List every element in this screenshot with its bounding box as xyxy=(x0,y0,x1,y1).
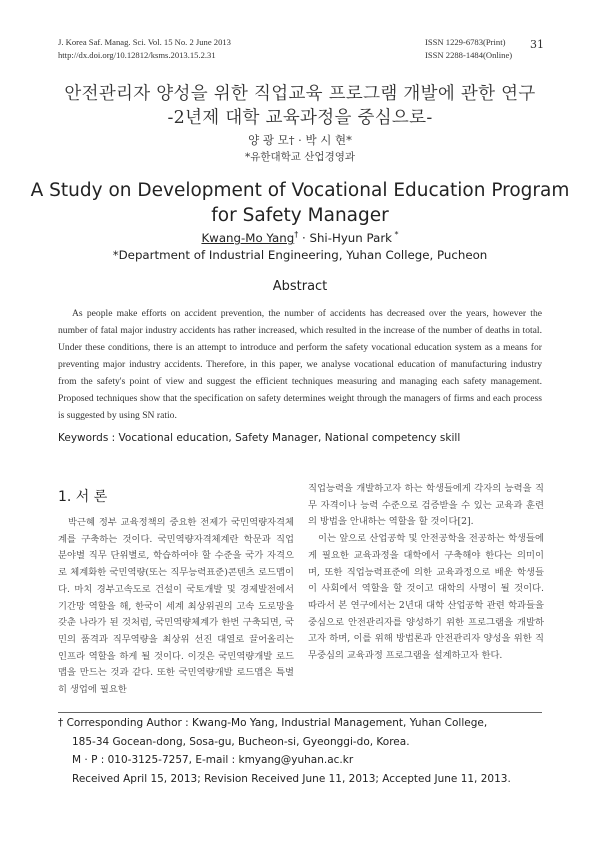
footnote-received-dates: Received April 15, 2013; Revision Received June 11, 2013; Accepted June 11, 2013. xyxy=(72,772,511,785)
section-title-introduction: 1. 서 론 xyxy=(58,489,108,505)
intro-paragraph-continued: 직업능력을 개발하고자 하는 학생들에게 각자의 능력을 직무 자격이나 능력 수준으로 검증받을 수 있는 교육과 훈련의 방법을 안내하는 역할을 할 것이다[2]. xyxy=(308,483,544,528)
journal-citation: J. Korea Saf. Manag. Sci. Vol. 15 No. 2 June 2013 xyxy=(58,37,231,47)
footnote-contact: M · P : 010-3125-7257, E-mail : kmyang@yuhan.ac.kr xyxy=(72,754,354,766)
intro-paragraph-2: 이는 앞으로 산업공학 및 안전공학을 전공하는 학생들에게 필요한 교육과정을 대학에서 구축해야 한다는 의미이며, 또한 직업능력표준에 의한 교육과정으로 배운 학생들이 사회에서 역할을 할 것이고 대학의 사명이 될 것이다. 따라서 본 연구에서는 2년대 대학 산업공학 관련 학과들을 중심으로 안전관리자를 양성하기 위한 프로그램을 개발하고자 하며, 이를 위해 방법론과 안전관리자 양성을 위한 직무중심의 교육과정 프로그램을 설계하고자 한다. xyxy=(308,533,544,662)
korean-authors: 양 광 모† · 박 시 현* xyxy=(248,133,352,147)
english-authors xyxy=(0,230,600,245)
right-column xyxy=(308,481,544,665)
corresponding-mark: † xyxy=(294,230,299,239)
english-title-line1: A Study on Development of Vocational Education Program xyxy=(30,180,570,201)
author-yang: Kwang-Mo Yang xyxy=(201,230,295,245)
english-affiliation: *Department of Industrial Engineering, Yuhan College, Pucheon xyxy=(112,248,488,262)
abstract-body: As people make efforts on accident prevention, the number of accidents has decreased over the years, however the number of fatal major industry accidents has rather increased, which resulted in the increase of the number of deaths in total. Under these conditions, there is an attempt to introduce and perform the safety vocational education system as a means for preventing major industry accidents. Therefore, in this paper, we analyse vocational education of manufacturing industry from the safety's point of view and suggest the efficient techniques measuring and managing each safety management. Proposed techniques show that the specification on safety determines weight through the managers of firms and each process is suggested by using SN ratio. xyxy=(58,308,542,421)
author-park: Shi-Hyun Park xyxy=(309,230,393,245)
affiliation-mark: * xyxy=(392,230,399,239)
issn-online: ISSN 2288-1484(Online) xyxy=(425,50,513,60)
footnote-divider xyxy=(58,712,542,713)
footnote-corresponding-author: † Corresponding Author : Kwang-Mo Yang, Industrial Management, Yuhan College, xyxy=(58,717,488,729)
footnote xyxy=(58,714,542,788)
intro-paragraph-1: 박근혜 정부 교육정책의 중요한 전제가 국민역량자격체계를 구축하는 것이다. 국민역량자격체계란 학문과 직업 분야별 직무 단위별로, 학습하여야 할 수준을 국가 자격으로 체계화한 국민역량(또는 직무능력표준)콘텐츠 로드맵이다. 마치 경부고속도로 건설이 국토개발 및 경제발전에서 기간망 역할을 해, 한국이 세계 최상위권의 고속 도로망을 갖춘 나라가 된 것처럼, 국민역량체계가 한번 구축되면, 국민의 품격과 직무역량을 최상위 선진 대열로 끌어올리는 인프라 역할을 하게 될 것이다. 이것은 국민역량개발 로드맵을 만드는 것과 같다. 또한 국민역량개발 로드맵은 특별히 생업에 필요한 xyxy=(58,517,294,696)
keywords: Keywords : Vocational education, Safety Manager, National competency skill xyxy=(58,432,461,444)
korean-affiliation: *유한대학교 산업경영과 xyxy=(244,151,356,163)
author-separator: · xyxy=(298,230,310,245)
korean-title-line1: 안전관리자 양성을 위한 직업교육 프로그램 개발에 관한 연구 xyxy=(64,84,536,104)
abstract-heading: Abstract xyxy=(272,279,328,294)
footnote-address: 185-34 Gocean-dong, Sosa-gu, Bucheon-si, Gyeonggi-do, Korea. xyxy=(72,735,410,748)
issn-print: ISSN 1229-6783(Print) xyxy=(425,37,506,47)
english-title-line2: for Safety Manager xyxy=(211,205,389,226)
doi-link[interactable]: http://dx.doi.org/10.12812/ksms.2013.15.2.31 xyxy=(58,50,216,60)
left-column xyxy=(58,515,294,699)
page-number: 31 xyxy=(530,38,544,51)
korean-subtitle: -2년제 대학 교육과정을 중심으로- xyxy=(167,108,433,128)
